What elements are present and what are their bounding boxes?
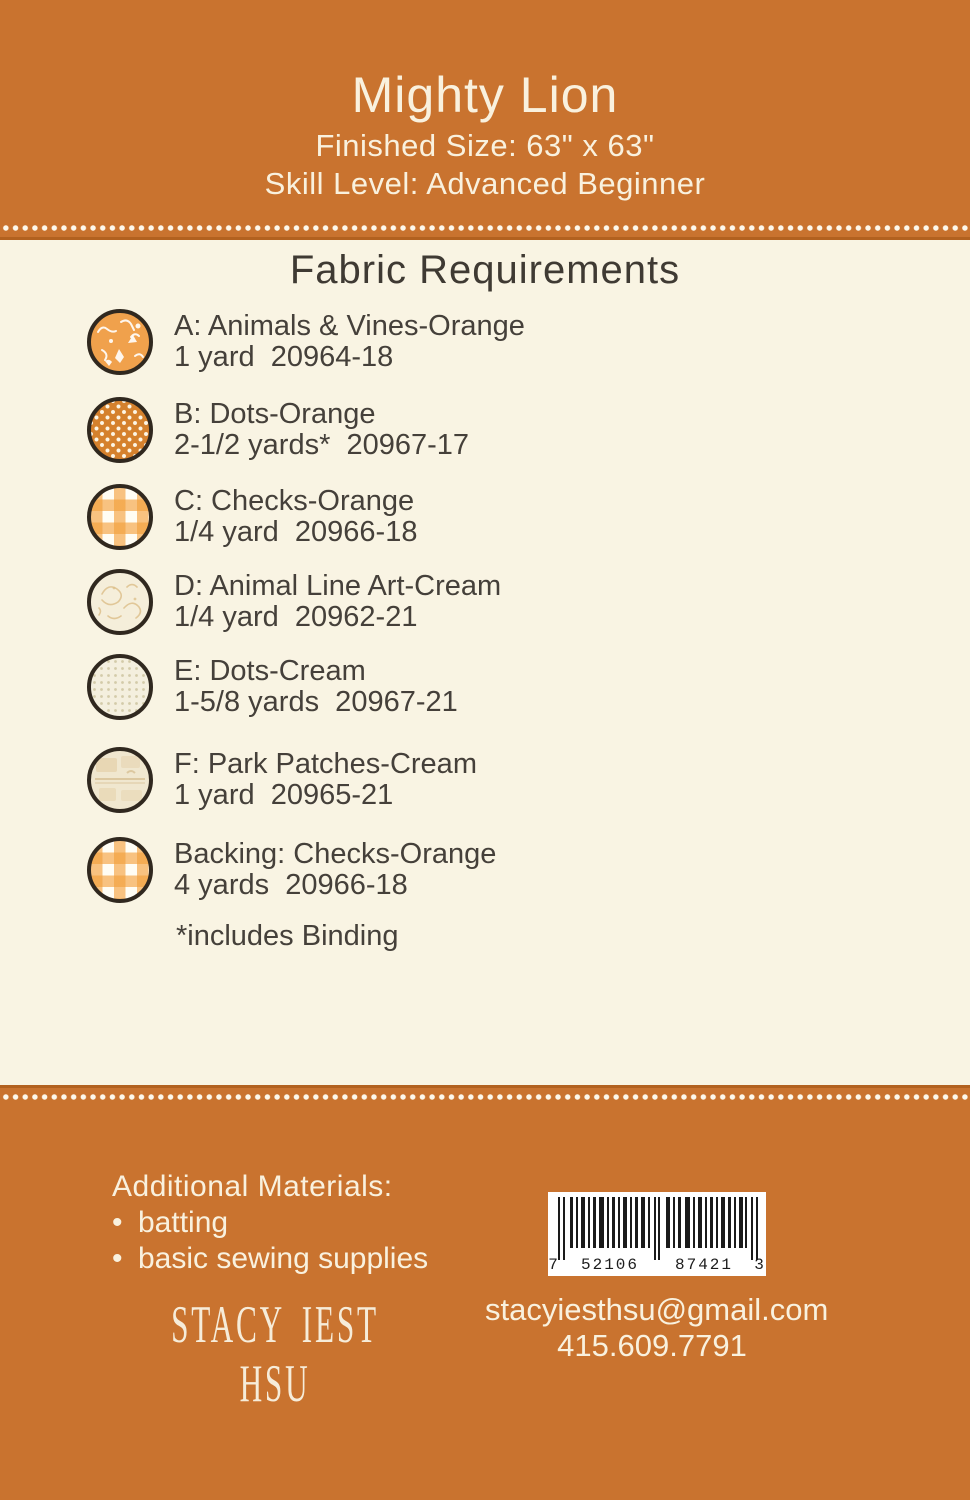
fabric-label: Backing: Checks-Orange [174, 838, 497, 870]
fabric-row-backing [87, 837, 496, 903]
fabric-quantity: 1-5/8 yards 20967-21 [174, 686, 458, 718]
pattern-title: Mighty Lion [351, 67, 619, 123]
fabric-text [174, 749, 477, 811]
fabric-row-b [87, 397, 469, 463]
fabric-quantity: 4 yards 20966-18 [174, 869, 408, 901]
fabric-label: F: Park Patches-Cream [174, 748, 477, 780]
binding-footnote: *includes Binding [176, 920, 399, 952]
fabric-text [174, 311, 525, 373]
designer-logo: STACY IEST HSU [171, 1297, 379, 1414]
fabric-label: E: Dots-Cream [174, 655, 366, 687]
bullet-icon: • [112, 1242, 123, 1275]
header [0, 0, 970, 240]
additional-materials [112, 1169, 428, 1277]
fabric-swatch-dots-orange-icon [87, 397, 153, 463]
dotted-divider-bottom [1, 1094, 970, 1100]
fabric-label: A: Animals & Vines-Orange [174, 310, 525, 342]
barcode-digit: 3 [754, 1256, 764, 1274]
barcode-digits-group: 87421 [674, 1256, 733, 1274]
footer-edge-line [0, 1085, 970, 1088]
fabric-swatch-park-patches-cream-icon [87, 747, 153, 813]
dotted-divider-top [1, 225, 970, 231]
fabric-row-c [87, 484, 417, 550]
fabric-quantity: 1/4 yard 20962-21 [174, 601, 418, 633]
fabric-row-e [87, 654, 458, 720]
fabric-quantity: 1/4 yard 20966-18 [174, 516, 418, 548]
fabric-swatch-animal-line-art-cream-icon [87, 569, 153, 635]
barcode-digit: 7 [548, 1256, 558, 1274]
footer [0, 1085, 970, 1500]
fabric-label: B: Dots-Orange [174, 398, 376, 430]
bullet-icon: • [112, 1206, 123, 1239]
barcode-digits-group: 52106 [580, 1256, 639, 1274]
contact-info [485, 1292, 829, 1364]
bullet-label: basic sewing supplies [138, 1242, 429, 1275]
contact-email: stacyiesthsu@gmail.com [485, 1292, 829, 1327]
fabric-row-f [87, 747, 477, 813]
skill-level: Skill Level: Advanced Beginner [264, 166, 706, 201]
fabric-label: D: Animal Line Art-Cream [174, 570, 502, 602]
bullet-item-sewing-supplies [112, 1241, 428, 1277]
fabric-text [174, 839, 496, 901]
fabric-swatch-checks-orange-icon [87, 837, 153, 903]
additional-materials-title: Additional Materials: [112, 1170, 393, 1203]
bullet-item-batting [112, 1205, 428, 1241]
section-title: Fabric Requirements [289, 248, 681, 292]
fabric-text [174, 399, 469, 461]
fabric-quantity: 1 yard 20965-21 [174, 779, 394, 811]
fabric-swatch-checks-orange-icon [87, 484, 153, 550]
contact-phone: 415.609.7791 [557, 1328, 747, 1363]
fabric-requirements-section [0, 240, 970, 1085]
upc-barcode [548, 1192, 766, 1276]
fabric-quantity: 1 yard 20964-18 [174, 341, 394, 373]
bullet-label: batting [138, 1206, 229, 1239]
fabric-quantity: 2-1/2 yards* 20967-17 [174, 429, 470, 461]
fabric-text [174, 486, 417, 548]
fabric-row-a [87, 309, 525, 375]
fabric-swatch-animals-vines-orange-icon [87, 309, 153, 375]
finished-size: Finished Size: 63" x 63" [315, 128, 655, 163]
fabric-text [174, 571, 501, 633]
fabric-swatch-dots-cream-icon [87, 654, 153, 720]
fabric-label: C: Checks-Orange [174, 485, 415, 517]
fabric-text [174, 656, 458, 718]
fabric-row-d [87, 569, 501, 635]
